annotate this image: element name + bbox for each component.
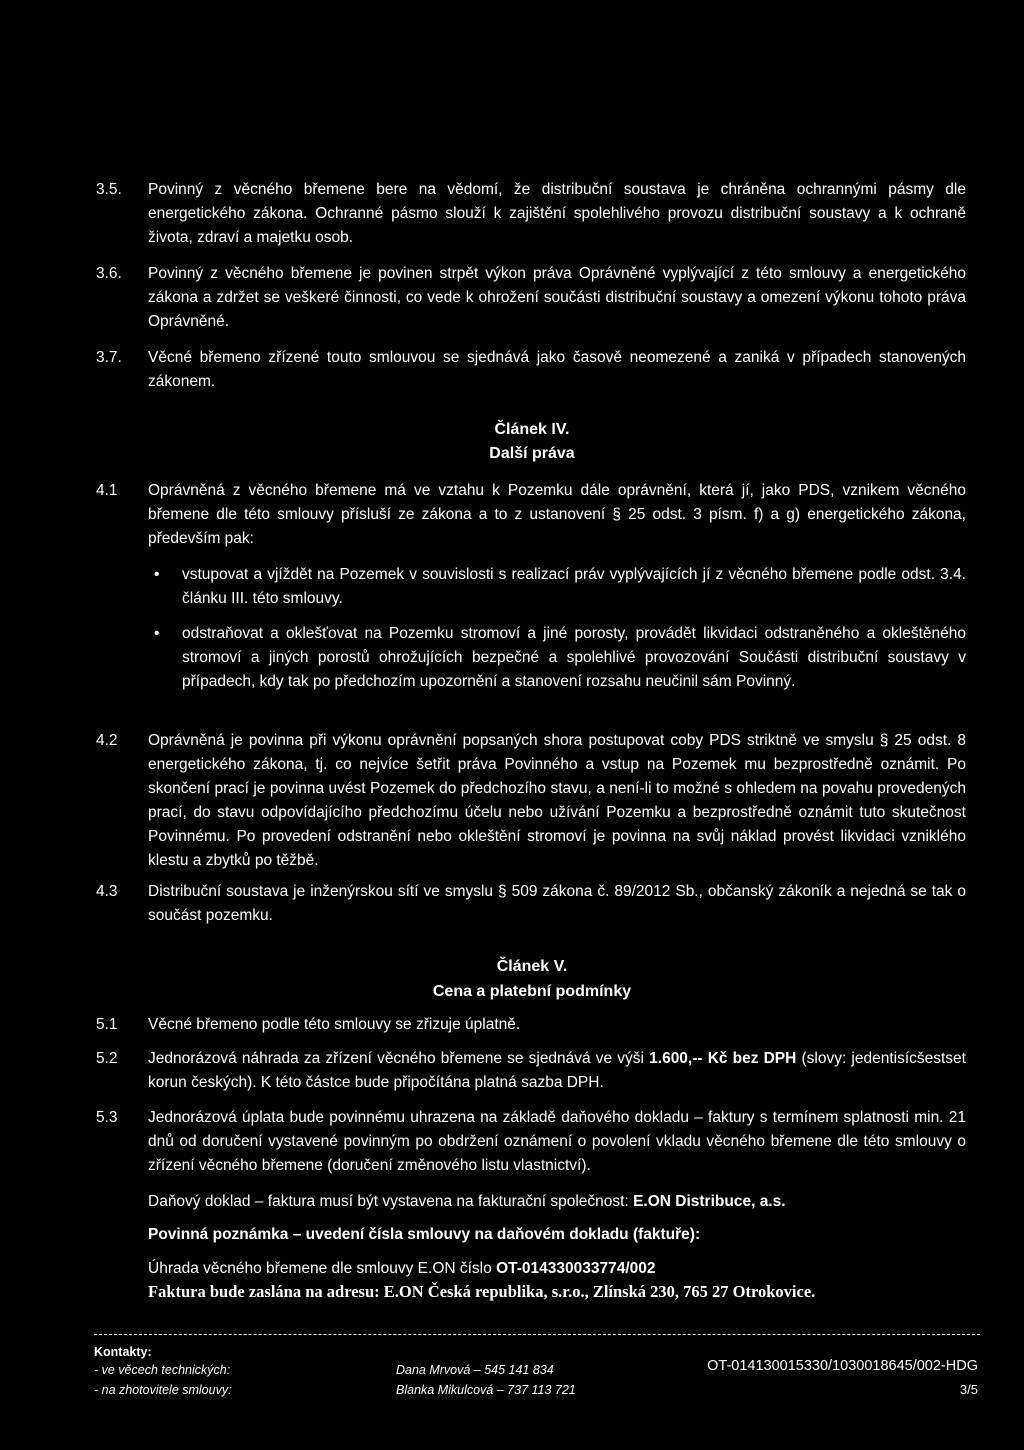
clause-text: Věcné břemeno podle této smlouvy se zřizuje úplatně. — [148, 1016, 521, 1033]
contract-number: OT-014330033774/002 — [496, 1260, 656, 1277]
clause-text-tail: (slovy: jedentisícšestset korun českých). K této částce bude připočítána platná sazba DPH. — [148, 1050, 966, 1091]
maker-contact-name: Blanka Mikulcová – 737 113 721 — [396, 1383, 576, 1397]
bullet-text: odstraňovat a oklešťovat na Pozemku stromoví a jiné porosty, provádět likvidaci odstraněného a okleštěného stromoví a jiných porostů ohrožujících bezpečné a spolehlivé provozování Součásti distribuční soustavy v případech, kdy tak po předchozím upozornění a stanovení rozsahu neučinil sám Povinný. — [182, 625, 966, 690]
contacts-title: Kontakty: — [94, 1345, 152, 1359]
clause-3-5 — [96, 178, 966, 250]
clause-text: Věcné břemeno zřízené touto smlouvou se sjednává jako časově neomezené a zaniká v případech stanovených zákonem. — [148, 349, 966, 390]
clause-number: 5.3 — [96, 1109, 118, 1126]
clause-number: 4.1 — [96, 482, 118, 499]
clause-number: 3.7. — [96, 349, 122, 366]
payment-text: Úhrada věcného břemene dle smlouvy E.ON číslo — [148, 1260, 497, 1277]
invoice-company: E.ON Distribuce, a.s. — [633, 1193, 786, 1210]
clause-text-lead: Jednorázová náhrada za zřízení věcného břemene se sjednává ve výši — [148, 1050, 650, 1067]
article-4-subtitle: Další práva — [489, 445, 575, 462]
clause-number: 5.1 — [96, 1016, 118, 1033]
invoice-text: Daňový doklad – faktura musí být vystavena na fakturační společnost: — [148, 1193, 634, 1210]
clause-3-6 — [96, 262, 966, 334]
compensation-amount: 1.600,-- Kč bez DPH — [649, 1050, 797, 1067]
clause-text: Oprávněná je povinna při výkonu oprávnění popsaných shora postupovat coby PDS striktně ve smyslu § 25 odst. 8 energetického zákona, tj. co nejvíce šetřit práva Povinného a vstup na Pozemek mu bezprostředně oznámit. Po skončení prací je povinna uvést Pozemek do předchozího stavu, a není-li to možné s ohledem na povahu provedených prací, do stavu odpovídajícího předchozímu účelu nebo užívání Pozemku a bezprostředně oznámit tuto skutečnost Povinnému. Po provedení odstranění nebo okleštění stromoví je povinna na svůj náklad provést likvidaci vzniklého klestu a zbytků po těžbě. — [148, 732, 966, 869]
invoice-line — [96, 1190, 966, 1214]
mandatory-note — [96, 1223, 966, 1247]
mandatory-note-text: Povinná poznámka – uvedení čísla smlouvy na daňovém dokladu (faktuře): — [148, 1226, 701, 1243]
bullet-text: vstupovat a vjíždět na Pozemek v souvislosti s realizací práv vyplývajících jí z věcného břemene podle odst. 3.4. článku III. této smlouvy. — [182, 566, 966, 607]
bullet-marker: • — [154, 625, 160, 642]
invoice-address: Faktura bude zaslána na adresu: E.ON Česká republika, s.r.o., Zlínská 230, 765 27 Otrokovice. — [148, 1282, 816, 1301]
clause-text: Povinný z věcného břemene je povinen strpět výkon práva Oprávněné vyplývající z této smlouvy a energetického zákona a zdržet se veškeré činnosti, co vede k ohrožení součásti distribuční soustavy a omezení výkonu tohoto práva Oprávněné. — [148, 265, 966, 330]
clause-5-1 — [96, 1013, 966, 1037]
clause-number: 3.6. — [96, 265, 122, 282]
clause-text: Oprávněná z věcného břemene má ve vztahu k Pozemku dále oprávnění, která jí, jako PDS, vznikem věcného břemene dle této smlouvy přísluší ze zákona a to z ustanovení § 25 odst. 3 písm. f) a g) energetického zákona, především pak: — [148, 482, 966, 547]
maker-contact-label: - na zhotovitele smlouvy: — [94, 1383, 232, 1397]
clause-number: 3.5. — [96, 181, 122, 198]
clause-number: 4.2 — [96, 732, 118, 749]
article-5-title: Článek V. — [496, 958, 568, 975]
tech-contact-name: Dana Mrvová – 545 141 834 — [396, 1363, 554, 1377]
clause-5-3 — [96, 1106, 966, 1178]
clause-text: Distribuční soustava je inženýrskou sítí ve smyslu § 509 zákona č. 89/2012 Sb., občanský zákoník a nejedná se tak o součást pozemku. — [148, 883, 966, 924]
bullet-marker: • — [154, 566, 160, 583]
clause-text — [148, 1047, 966, 1095]
payment-line — [96, 1257, 966, 1281]
clause-number: 4.3 — [96, 883, 118, 900]
article-4-title: Článek IV. — [494, 421, 570, 438]
clause-4-1 — [96, 479, 966, 551]
tech-contact-label: - ve věcech technických: — [94, 1363, 231, 1377]
clause-3-7 — [96, 346, 966, 394]
clause-text: Jednorázová úplata bude povinnému uhrazena na základě daňového dokladu – faktury s termínem splatnosti min. 21 dnů od doručení vystavené povinným po obdržení oznámení o povolení vkladu věcného břemene dle této smlouvy o zřízení věcného břemene (doručení změnového listu vlastnictví). — [148, 1109, 966, 1174]
clause-text: Povinný z věcného břemene bere na vědomí, že distribuční soustava je chráněna ochrannými pásmy dle energetického zákona. Ochranné pásmo slouží k zajištění spolehlivého provozu distribuční soustavy a k ochraně života, zdraví a majetku osob. — [148, 181, 966, 246]
clause-4-3 — [96, 880, 966, 928]
page-number: 3/5 — [959, 1382, 978, 1397]
footer-divider — [94, 1334, 980, 1335]
page-footer — [94, 1342, 980, 1402]
document-reference: OT-014130015330/1030018645/002-HDG — [707, 1358, 978, 1374]
clause-5-2 — [96, 1047, 966, 1095]
bullet-item — [148, 622, 966, 694]
clause-number: 5.2 — [96, 1050, 118, 1067]
bullet-item — [148, 563, 966, 611]
clause-4-2 — [96, 729, 966, 873]
article-5-subtitle: Cena a platební podmínky — [432, 983, 632, 1000]
